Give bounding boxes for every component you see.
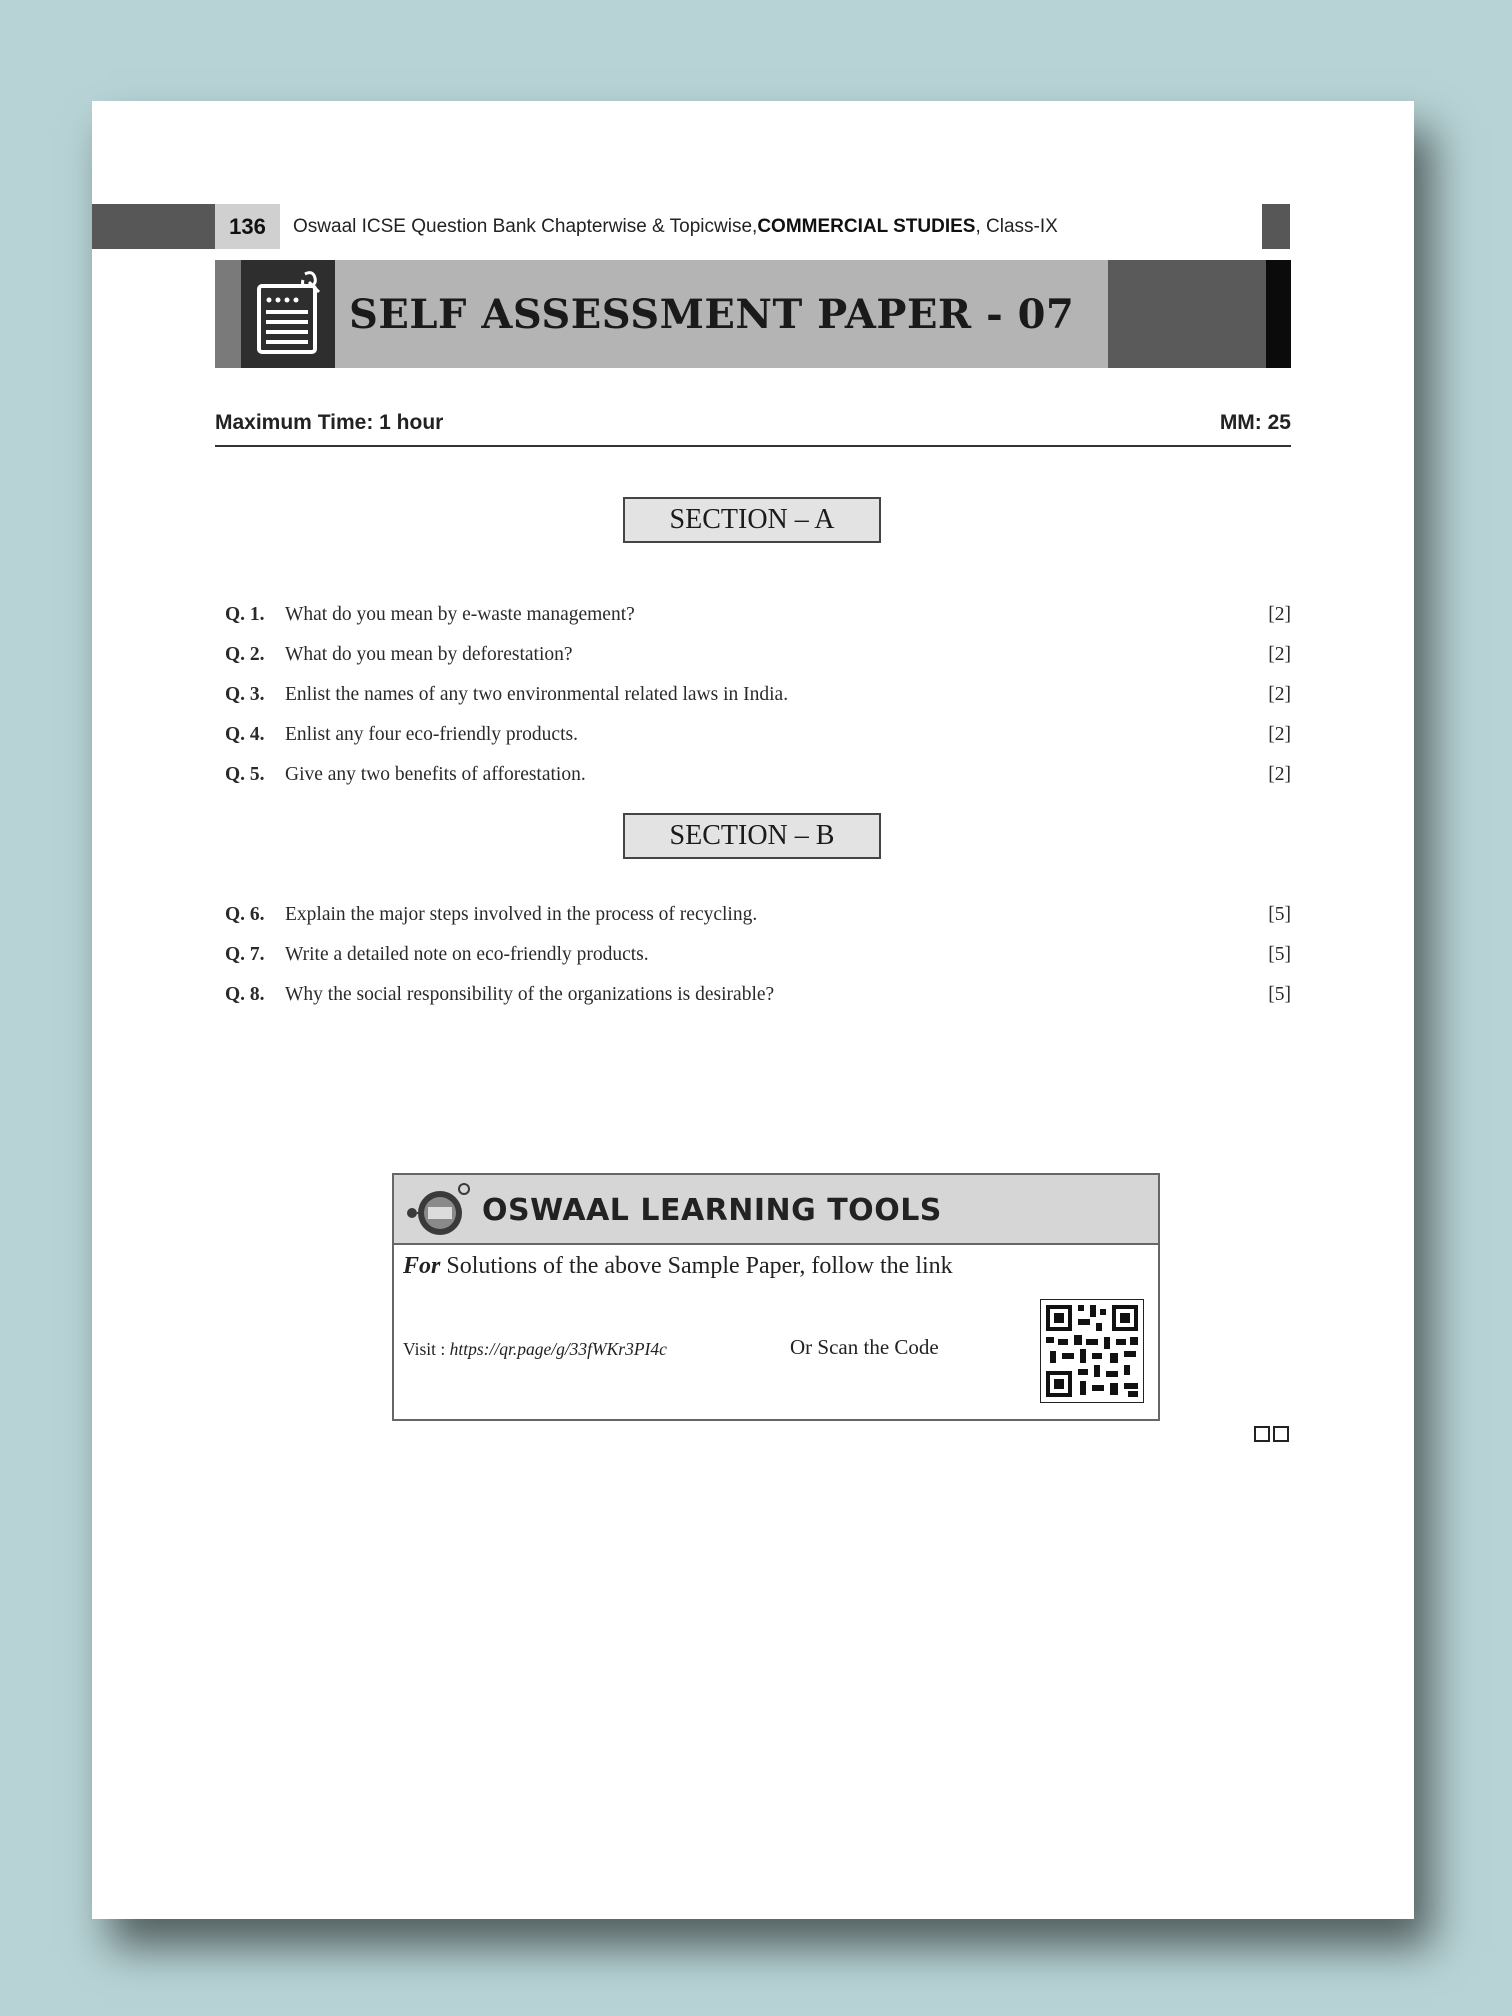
section-b-questions xyxy=(225,895,1291,1015)
visit-line xyxy=(403,1339,667,1360)
solutions-line-rest: Solutions of the above Sample Paper, follow the link xyxy=(440,1253,953,1279)
header-strip-left xyxy=(92,204,215,249)
page xyxy=(92,101,1414,1919)
scan-text: Or Scan the Code xyxy=(790,1335,939,1359)
section-b-title: SECTION – B xyxy=(623,813,881,859)
question-marks: [2] xyxy=(1268,644,1291,665)
banner-dark-band xyxy=(1108,260,1266,368)
question-number: Q. 4. xyxy=(225,724,265,745)
question-number: Q. 7. xyxy=(225,944,265,965)
learning-tools-box xyxy=(392,1173,1160,1421)
question-text: Give any two benefits of afforestation. xyxy=(285,764,586,785)
question-text: Enlist any four eco-friendly products. xyxy=(285,724,578,745)
learning-tools-header xyxy=(394,1175,1158,1245)
question-row xyxy=(225,675,1291,715)
solutions-line xyxy=(403,1253,953,1280)
running-head-suffix: , Class-IX xyxy=(975,215,1058,237)
visit-url-link[interactable]: https://qr.page/g/33fWKr3PI4c xyxy=(449,1339,667,1359)
question-number: Q. 8. xyxy=(225,984,265,1005)
paper-banner xyxy=(215,260,1291,368)
banner-band xyxy=(215,260,241,368)
paper-title: SELF ASSESSMENT PAPER - 07 xyxy=(349,290,1075,338)
banner-black-band xyxy=(1266,260,1291,368)
end-squares-icon xyxy=(1254,1425,1290,1443)
question-marks: [2] xyxy=(1268,764,1291,785)
max-time: Maximum Time: 1 hour xyxy=(215,411,444,434)
question-text: Why the social responsibility of the organizations is desirable? xyxy=(285,984,775,1005)
max-marks: MM: 25 xyxy=(1219,411,1291,434)
question-row xyxy=(225,895,1291,935)
question-marks: [5] xyxy=(1268,944,1291,965)
section-a-questions xyxy=(225,595,1291,795)
header-strip-right xyxy=(1262,204,1290,249)
question-row xyxy=(225,715,1291,755)
question-text: Write a detailed note on eco-friendly products. xyxy=(285,944,649,965)
question-number: Q. 6. xyxy=(225,904,265,925)
qr-code-icon[interactable] xyxy=(1040,1299,1144,1403)
page-number: 136 xyxy=(215,204,280,249)
question-number: Q. 1. xyxy=(225,604,265,625)
question-row xyxy=(225,635,1291,675)
question-text: Explain the major steps involved in the process of recycling. xyxy=(285,904,758,925)
question-row xyxy=(225,975,1291,1015)
solutions-line-italic: For xyxy=(403,1253,441,1279)
question-number: Q. 5. xyxy=(225,764,265,785)
running-head xyxy=(293,204,1058,249)
question-marks: [5] xyxy=(1268,904,1291,925)
question-row xyxy=(225,935,1291,975)
question-number: Q. 2. xyxy=(225,644,265,665)
visit-label: Visit : xyxy=(403,1339,450,1359)
question-number: Q. 3. xyxy=(225,684,265,705)
question-marks: [2] xyxy=(1268,724,1291,745)
question-text: Enlist the names of any two environmental related laws in India. xyxy=(285,684,789,705)
paper-meta xyxy=(215,411,1291,447)
section-a-title: SECTION – A xyxy=(623,497,881,543)
question-text: What do you mean by deforestation? xyxy=(285,644,573,665)
document-list-icon xyxy=(245,268,331,360)
question-row xyxy=(225,595,1291,635)
question-row xyxy=(225,755,1291,795)
running-head-prefix: Oswaal ICSE Question Bank Chapterwise & Topicwise, xyxy=(293,215,758,237)
learning-tools-title: OSWAAL LEARNING TOOLS xyxy=(482,1192,942,1228)
question-text: What do you mean by e-waste management? xyxy=(285,604,635,625)
running-head-subject: COMMERCIAL STUDIES xyxy=(757,215,976,237)
question-marks: [2] xyxy=(1268,684,1291,705)
oswaal-exam-tools-logo xyxy=(402,1183,472,1239)
question-marks: [2] xyxy=(1268,604,1291,625)
question-marks: [5] xyxy=(1268,984,1291,1005)
